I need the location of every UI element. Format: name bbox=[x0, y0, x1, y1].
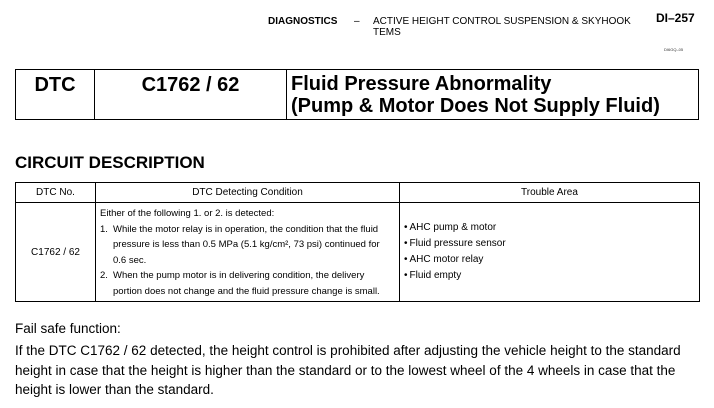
trouble-area-item bbox=[404, 236, 699, 252]
condition-number: 1. bbox=[100, 223, 108, 235]
dtc-code: C1762 / 62 bbox=[95, 70, 287, 119]
condition-item-2 bbox=[100, 268, 395, 299]
condition-text: While the motor relay is in operation, the condition that the fluid pressure is less than 0.5 MPa (5.1 kg/cm², 73 psi) continued for 0.6 sec. bbox=[113, 223, 380, 266]
failsafe-body: If the DTC C1762 / 62 detected, the height control is prohibited after adjusting the vehicle height to the standard height in case that the height is higher than the standard or to the lowest wheel of the 4 wheels in case that the height is lower than the standard. bbox=[15, 343, 681, 397]
condition-number: 2. bbox=[100, 270, 108, 281]
document-code: DI6GQ–05 bbox=[664, 47, 684, 52]
bullet-icon: • bbox=[404, 238, 408, 249]
column-header-dtc-no: DTC No. bbox=[16, 183, 96, 203]
bullet-icon: • bbox=[404, 270, 408, 281]
condition-item-1 bbox=[100, 222, 395, 269]
trouble-area-item bbox=[404, 220, 699, 236]
header-title: ACTIVE HEIGHT CONTROL SUSPENSION & SKYHOOK TEMS bbox=[373, 16, 631, 38]
trouble-area-text: AHC motor relay bbox=[409, 254, 484, 265]
dtc-title-box bbox=[15, 69, 699, 120]
dtc-no-cell: C1762 / 62 bbox=[16, 203, 96, 302]
header-dash: – bbox=[354, 16, 360, 27]
column-header-condition: DTC Detecting Condition bbox=[96, 183, 400, 203]
bullet-icon: • bbox=[404, 254, 408, 265]
table-header-row bbox=[16, 183, 700, 203]
circuit-description-table bbox=[15, 182, 700, 302]
failsafe-title: Fail safe function: bbox=[15, 321, 121, 336]
bullet-icon: • bbox=[404, 222, 408, 233]
trouble-area-text: Fluid pressure sensor bbox=[409, 238, 506, 249]
column-header-trouble-area: Trouble Area bbox=[400, 183, 700, 203]
header-section: DIAGNOSTICS bbox=[268, 16, 338, 27]
trouble-area-item bbox=[404, 252, 699, 268]
dtc-label: DTC bbox=[16, 70, 95, 119]
trouble-area-cell bbox=[400, 203, 700, 302]
page-number: DI–257 bbox=[656, 11, 695, 25]
trouble-area-text: Fluid empty bbox=[409, 270, 462, 281]
circuit-description-heading: CIRCUIT DESCRIPTION bbox=[15, 153, 205, 172]
dtc-title bbox=[287, 70, 698, 119]
condition-cell bbox=[96, 203, 400, 302]
table-row bbox=[16, 203, 700, 302]
dtc-title-line-1: Fluid Pressure Abnormality bbox=[291, 73, 552, 95]
dtc-title-line-2: (Pump & Motor Does Not Supply Fluid) bbox=[291, 95, 660, 117]
trouble-area-text: AHC pump & motor bbox=[409, 222, 497, 233]
condition-intro: Either of the following 1. or 2. is detected: bbox=[100, 208, 275, 219]
condition-text: When the pump motor is in delivering condition, the delivery portion does not change and the fluid pressure change is small. bbox=[113, 270, 380, 297]
trouble-area-item bbox=[404, 268, 699, 284]
